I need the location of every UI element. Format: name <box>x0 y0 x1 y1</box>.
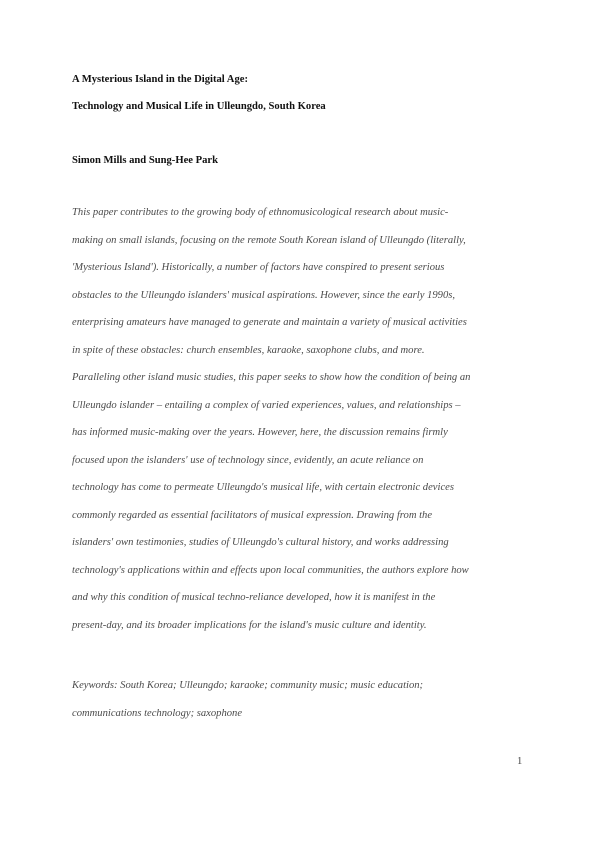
abstract-line: technology has come to permeate Ulleungdo's musical life, with certain electronic devices <box>72 482 454 493</box>
abstract-line: focused upon the islanders' use of technology since, evidently, an acute reliance on <box>72 454 424 466</box>
keywords-line: Keywords: South Korea; Ulleungdo; karaoke; community music; music education; <box>72 680 424 691</box>
keywords-line: communications technology; saxophone <box>72 708 243 719</box>
page-number: 1 <box>517 756 523 767</box>
paper-title-line-1: A Mysterious Island in the Digital Age: <box>72 74 248 85</box>
abstract-line: 'Mysterious Island'). Historically, a number of factors have conspired to present serious <box>72 262 445 273</box>
abstract-line: present-day, and its broader implications for the island's music culture and identity. <box>72 619 427 631</box>
abstract-line: Paralleling other island music studies, this paper seeks to show how the condition of being an <box>72 372 471 383</box>
abstract-line: making on small islands, focusing on the remote South Korean island of Ulleungdo (literally, <box>72 234 466 246</box>
abstract-line: in spite of these obstacles: church ensembles, karaoke, saxophone clubs, and more. <box>72 344 425 356</box>
abstract-line: enterprising amateurs have managed to generate and maintain a variety of musical activities <box>72 317 467 328</box>
abstract-line: commonly regarded as essential facilitators of musical expression. Drawing from the <box>72 509 433 521</box>
abstract-line: has informed music-making over the years. However, here, the discussion remains firmly <box>72 427 448 438</box>
paper-authors: Simon Mills and Sung-Hee Park <box>72 155 218 166</box>
abstract-line: obstacles to the Ulleungdo islanders' musical aspirations. However, since the early 1990s, <box>72 289 456 301</box>
abstract-line: islanders' own testimonies, studies of Ulleungdo's cultural history, and works addressing <box>72 537 449 548</box>
paper-title-line-2: Technology and Musical Life in Ulleungdo, South Korea <box>72 101 326 112</box>
abstract-line: Ulleungdo islander – entailing a complex of varied experiences, values, and relationships – <box>72 399 461 411</box>
abstract-line: technology's applications within and effects upon local communities, the authors explore how <box>72 564 469 576</box>
abstract-line: This paper contributes to the growing body of ethnomusicological research about music- <box>72 207 449 218</box>
abstract-line: and why this condition of musical techno-reliance developed, how it is manifest in the <box>72 592 436 603</box>
